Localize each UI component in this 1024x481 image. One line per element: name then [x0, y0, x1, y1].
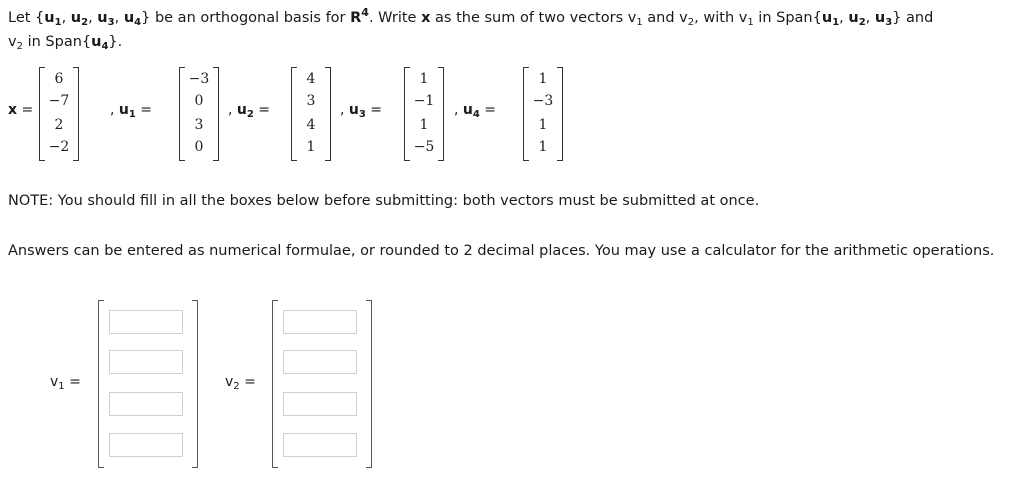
matrix-u2 [291, 67, 331, 161]
v1-input-3[interactable] [109, 392, 183, 416]
u1-entry-4: 0 [194, 139, 204, 155]
label-u3: , $u_3$ = [340, 102, 383, 120]
vector-x-ref: x [421, 10, 431, 26]
v1-input-1[interactable] [109, 310, 183, 334]
matrix-x [39, 67, 79, 161]
u4-entry-3: 1 [538, 117, 548, 133]
v2-input-3[interactable] [283, 392, 357, 416]
u4-entry-2: −3 [532, 93, 554, 109]
label-u2: , $u_2$ = [228, 102, 271, 120]
space-r4: $R^4$ [350, 6, 369, 26]
matrix-u3 [404, 67, 444, 161]
u1-entry-2: 0 [194, 93, 204, 109]
u2-entry-1: 4 [306, 71, 316, 87]
u3-entry-1: 1 [419, 71, 429, 87]
u3-entry-3: 1 [419, 117, 429, 133]
u3-entry-4: −5 [413, 139, 435, 155]
answers-instructions: Answers can be entered as numerical formulae, or rounded to 2 decimal places. You may use a calculator for the arithmetic operations. [8, 243, 995, 259]
basis-u1: $u_1$ [44, 10, 62, 28]
u2-entry-3: 4 [306, 117, 316, 133]
x-entry-3: 2 [54, 117, 64, 133]
basis-u2: $u_2$ [70, 10, 89, 28]
matrix-u4 [523, 67, 563, 161]
problem-statement: Let {$u_1$, $u_2$, $u_3$, $u_4$} be an orthogonal basis for $R^4$. Write x as the sum of two vectors $v_1$ and $v_2$, with $v_1$ in $Span\{u_1$, $u_2$, $u_3$} and $v_2$ in $Span\{u_4\}$. [8, 6, 934, 52]
v2-input-1[interactable] [283, 310, 357, 334]
x-entry-2: −7 [48, 93, 70, 109]
matrix-v2 [272, 300, 372, 468]
u1-entry-3: 3 [194, 117, 204, 133]
u3-entry-2: −1 [413, 93, 435, 109]
x-entry-4: −2 [48, 139, 70, 155]
label-v1: $v_1$ = [50, 374, 81, 392]
label-u1: , $u_1$ = [110, 102, 153, 120]
x-entry-1: 6 [54, 71, 64, 87]
intro-text: Let { [8, 10, 45, 26]
matrix-v1 [98, 300, 198, 468]
u4-entry-4: 1 [538, 139, 548, 155]
basis-u3: $u_3$ [97, 10, 115, 28]
v1-input-4[interactable] [109, 433, 183, 457]
basis-u4: $u_4$ [123, 10, 142, 28]
label-v2: $v_2$ = [225, 374, 256, 392]
u2-entry-2: 3 [306, 93, 316, 109]
label-x: x = [8, 102, 34, 118]
u4-entry-1: 1 [538, 71, 548, 87]
u1-entry-1: −3 [188, 71, 210, 87]
matrix-u1 [179, 67, 219, 161]
v1-input-2[interactable] [109, 350, 183, 374]
label-u4: , $u_4$ = [454, 102, 497, 120]
v2-input-4[interactable] [283, 433, 357, 457]
u2-entry-4: 1 [306, 139, 316, 155]
v2-input-2[interactable] [283, 350, 357, 374]
note-text: NOTE: You should fill in all the boxes below before submitting: both vectors must be submitted at once. [8, 193, 760, 209]
